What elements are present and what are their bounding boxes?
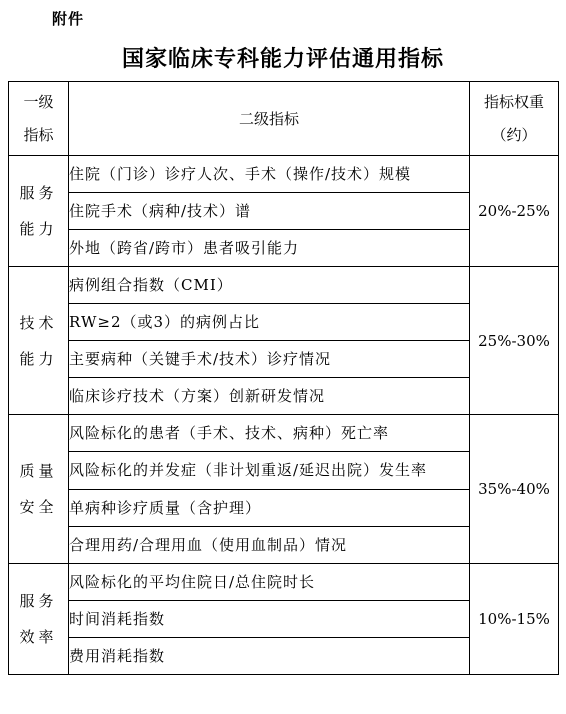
level2-cell: 时间消耗指数 bbox=[69, 601, 470, 638]
level2-cell: 费用消耗指数 bbox=[69, 638, 470, 675]
level2-cell: 单病种诊疗质量（含护理） bbox=[69, 490, 470, 527]
level1-header-line2: 指标 bbox=[23, 125, 54, 144]
weight-cell: 20%-25% bbox=[470, 156, 559, 267]
level1-name-line1: 服务 bbox=[19, 592, 58, 610]
level2-cell: 风险标化的并发症（非计划重返/延迟出院）发生率 bbox=[69, 452, 470, 490]
level1-name-line1: 服务 bbox=[19, 184, 58, 202]
level1-name-line2: 安全 bbox=[19, 498, 58, 516]
header-row bbox=[9, 82, 559, 156]
weight-header-line1: 指标权重 bbox=[483, 92, 544, 111]
table-row bbox=[9, 267, 559, 304]
table-row bbox=[9, 415, 559, 452]
level2-cell: 住院（门诊）诊疗人次、手术（操作/技术）规模 bbox=[69, 156, 470, 193]
level1-name-line1: 质量 bbox=[19, 462, 58, 480]
indicator-table bbox=[8, 81, 559, 675]
level1-header bbox=[9, 82, 69, 156]
level2-cell: 主要病种（关键手术/技术）诊疗情况 bbox=[69, 341, 470, 378]
table-row bbox=[9, 564, 559, 601]
level2-cell: 临床诊疗技术（方案）创新研发情况 bbox=[69, 378, 470, 415]
level2-cell: 病例组合指数（CMI） bbox=[69, 267, 470, 304]
level2-cell: 风险标化的平均住院日/总住院时长 bbox=[69, 564, 470, 601]
level2-cell: 风险标化的患者（手术、技术、病种）死亡率 bbox=[69, 415, 470, 452]
weight-cell: 10%-15% bbox=[470, 564, 559, 675]
level1-header-line1: 一级 bbox=[23, 92, 54, 111]
level1-cell-quality-safety bbox=[9, 415, 69, 564]
level1-cell-technical-capacity bbox=[9, 267, 69, 415]
table-row bbox=[9, 156, 559, 193]
level1-name-line2: 效率 bbox=[19, 628, 58, 646]
weight-header bbox=[470, 82, 559, 156]
attachment-label: 附件 bbox=[52, 10, 85, 28]
weight-header-line2: （约） bbox=[491, 125, 537, 144]
weight-cell: 35%-40% bbox=[470, 415, 559, 564]
level2-cell: 住院手术（病种/技术）谱 bbox=[69, 193, 470, 230]
level2-cell: 合理用药/合理用血（使用血制品）情况 bbox=[69, 527, 470, 564]
level1-name-line2: 能力 bbox=[19, 220, 58, 238]
level2-cell: RW≥2（或3）的病例占比 bbox=[69, 304, 470, 341]
level1-cell-service-efficiency bbox=[9, 564, 69, 675]
weight-cell: 25%-30% bbox=[470, 267, 559, 415]
level1-cell-service-capacity bbox=[9, 156, 69, 267]
level2-header: 二级指标 bbox=[69, 82, 470, 156]
level1-name-line1: 技术 bbox=[19, 313, 58, 332]
page-title: 国家临床专科能力评估通用指标 bbox=[121, 47, 444, 72]
level2-cell: 外地（跨省/跨市）患者吸引能力 bbox=[69, 230, 470, 267]
level1-name-line2: 能力 bbox=[19, 349, 58, 368]
